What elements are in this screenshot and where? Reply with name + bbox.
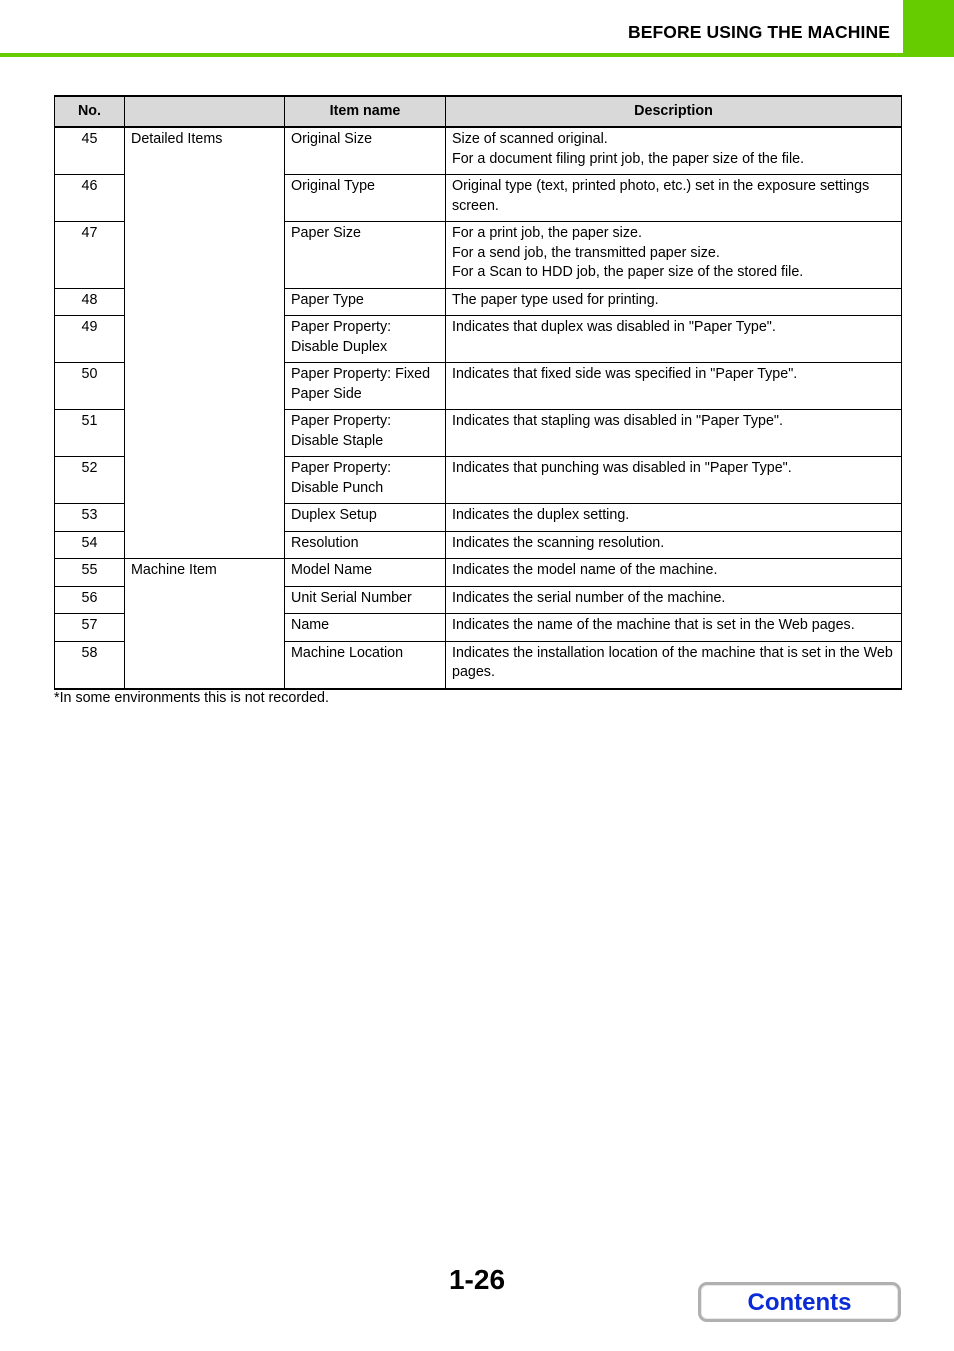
table-header-row bbox=[55, 96, 902, 127]
item-name-cell bbox=[285, 316, 446, 363]
table-row bbox=[55, 559, 902, 587]
item-name-cell bbox=[285, 288, 446, 316]
row-number: 49 bbox=[55, 316, 125, 363]
item-name-text: Original Type bbox=[291, 178, 375, 194]
category-cell: Detailed Items bbox=[125, 127, 285, 559]
description-text: Indicates that fixed side was specified in "Paper Type". bbox=[452, 366, 798, 382]
description-cell bbox=[446, 288, 902, 316]
item-name-cell bbox=[285, 559, 446, 587]
item-name-text: Paper Property: Fixed Paper Side bbox=[291, 366, 431, 402]
item-name-cell bbox=[285, 504, 446, 532]
description-cell bbox=[446, 641, 902, 689]
item-name-cell bbox=[285, 586, 446, 614]
description-cell bbox=[446, 175, 902, 222]
column-header-description: Description bbox=[446, 96, 902, 127]
column-header-item-name: Item name bbox=[285, 96, 446, 127]
item-name-text: Original Size bbox=[291, 131, 373, 147]
contents-button[interactable]: Contents bbox=[698, 1282, 901, 1322]
category-cell: Machine Item bbox=[125, 559, 285, 689]
description-text: For a Scan to HDD job, the paper size of the stored file. bbox=[452, 264, 804, 280]
row-number: 51 bbox=[55, 410, 125, 457]
description-cell bbox=[446, 531, 902, 559]
description-text: Indicates the installation location of the machine that is set in the Web pages. bbox=[452, 644, 893, 680]
page-number: 1-26 bbox=[448, 1264, 506, 1295]
items-table bbox=[54, 95, 902, 690]
row-number: 45 bbox=[55, 127, 125, 175]
item-name-cell bbox=[285, 175, 446, 222]
description-cell bbox=[446, 410, 902, 457]
description-text: Indicates that stapling was disabled in "Paper Type". bbox=[452, 413, 783, 429]
header-accent-block bbox=[903, 0, 954, 57]
column-header-category bbox=[125, 96, 285, 127]
row-number: 58 bbox=[55, 641, 125, 689]
description-text: For a send job, the transmitted paper size. bbox=[452, 244, 720, 261]
description-text: Indicates the model name of the machine. bbox=[452, 562, 718, 578]
description-cell bbox=[446, 559, 902, 587]
item-name-text: Paper Property: Disable Staple bbox=[291, 413, 392, 449]
description-cell bbox=[446, 614, 902, 642]
row-number: 47 bbox=[55, 222, 125, 289]
description-cell bbox=[446, 586, 902, 614]
item-name-text: Model Name bbox=[291, 562, 373, 578]
item-name-cell bbox=[285, 614, 446, 642]
table-row bbox=[55, 127, 902, 175]
row-number: 56 bbox=[55, 586, 125, 614]
row-number: 54 bbox=[55, 531, 125, 559]
description-cell bbox=[446, 457, 902, 504]
description-text: The paper type used for printing. bbox=[452, 291, 659, 308]
item-name-cell bbox=[285, 641, 446, 689]
description-cell bbox=[446, 316, 902, 363]
item-name-cell bbox=[285, 363, 446, 410]
item-name-cell bbox=[285, 457, 446, 504]
description-text: For a document filing print job, the paper size of the file. bbox=[452, 150, 805, 167]
column-header-no: No. bbox=[55, 96, 125, 127]
item-name-text: Name bbox=[291, 617, 330, 633]
item-name-cell bbox=[285, 531, 446, 559]
description-cell bbox=[446, 363, 902, 410]
description-text: Indicates the duplex setting. bbox=[452, 507, 630, 523]
item-name-text: Paper Type bbox=[291, 291, 364, 308]
item-name-text: Paper Property: Disable Punch bbox=[291, 460, 392, 496]
item-name-text: Resolution bbox=[291, 534, 359, 551]
item-name-text: Paper Property: Disable Duplex bbox=[291, 319, 392, 355]
row-number: 53 bbox=[55, 504, 125, 532]
item-name-text: Paper Size bbox=[291, 225, 361, 241]
description-text: Indicates that punching was disabled in "Paper Type". bbox=[452, 460, 792, 476]
row-number: 48 bbox=[55, 288, 125, 316]
description-text: For a print job, the paper size. bbox=[452, 225, 642, 241]
item-name-text: Unit Serial Number bbox=[291, 589, 412, 606]
description-cell bbox=[446, 504, 902, 532]
description-text: Indicates that duplex was disabled in "Paper Type". bbox=[452, 319, 776, 335]
description-cell bbox=[446, 127, 902, 175]
header-title: BEFORE USING THE MACHINE bbox=[628, 22, 890, 42]
description-text: Size of scanned original. bbox=[452, 131, 608, 147]
item-name-cell bbox=[285, 410, 446, 457]
row-number: 46 bbox=[55, 175, 125, 222]
footnote: *In some environments this is not recorded. bbox=[54, 690, 329, 706]
table-body bbox=[55, 127, 902, 689]
row-number: 57 bbox=[55, 614, 125, 642]
item-name-cell bbox=[285, 127, 446, 175]
item-name-text: Duplex Setup bbox=[291, 507, 377, 523]
item-name-cell bbox=[285, 222, 446, 289]
row-number: 55 bbox=[55, 559, 125, 587]
description-text: Original type (text, printed photo, etc.) set in the exposure settings screen. bbox=[452, 178, 870, 214]
row-number: 50 bbox=[55, 363, 125, 410]
description-cell bbox=[446, 222, 902, 289]
item-name-text: Machine Location bbox=[291, 644, 404, 661]
row-number: 52 bbox=[55, 457, 125, 504]
description-text: Indicates the scanning resolution. bbox=[452, 534, 665, 551]
description-text: Indicates the name of the machine that is set in the Web pages. bbox=[452, 617, 855, 633]
header-rule bbox=[0, 53, 903, 57]
description-text: Indicates the serial number of the machine. bbox=[452, 589, 726, 606]
